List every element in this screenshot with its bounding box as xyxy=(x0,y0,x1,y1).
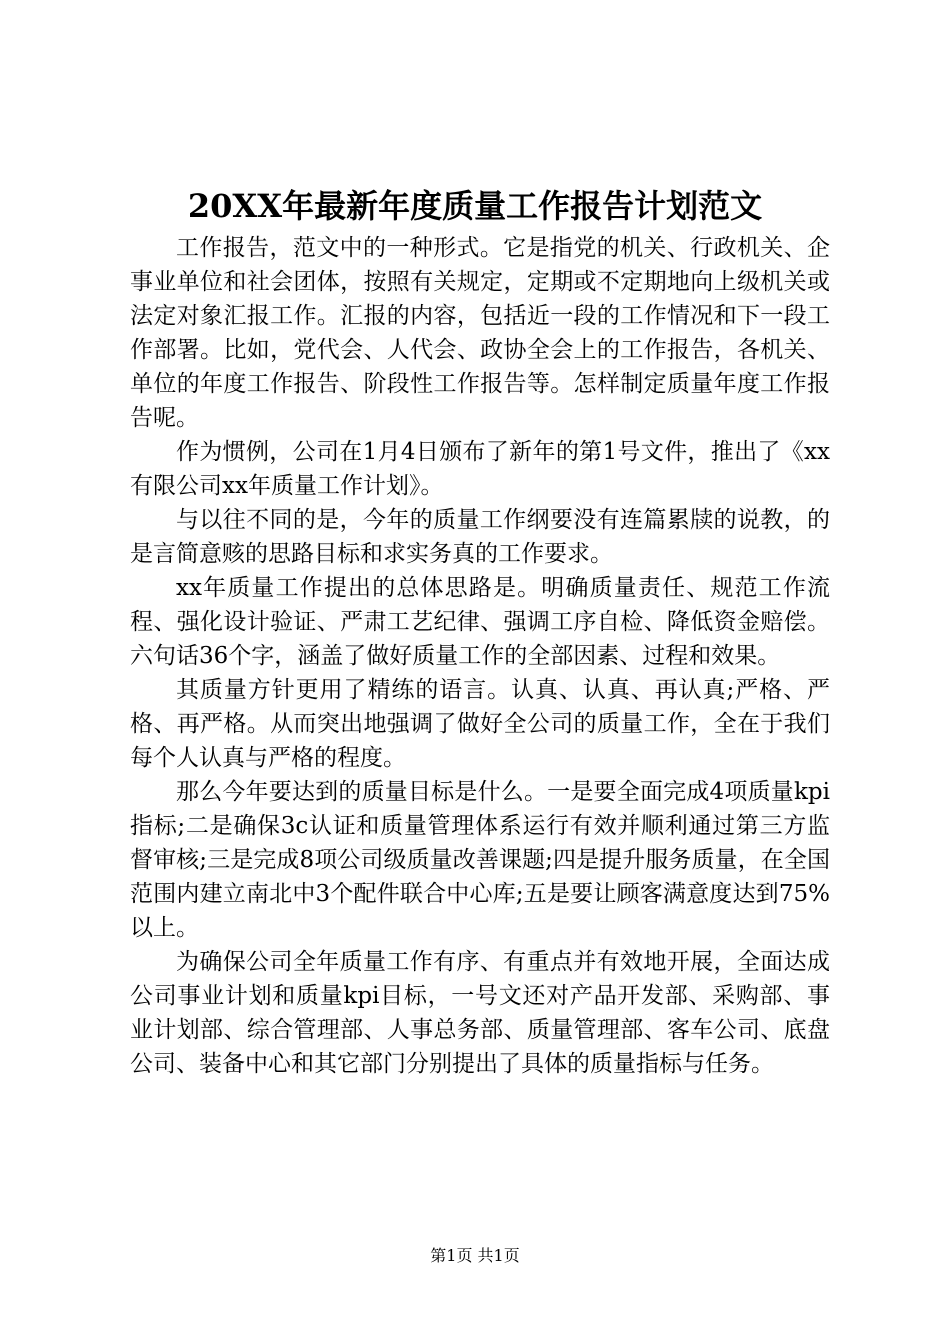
page-footer: 第1页 共1页 xyxy=(430,1246,520,1265)
paragraph-7: 为确保公司全年质量工作有序、有重点并有效地开展，全面达成公司事业计划和质量kpi目标，一号文还对产品开发部、采购部、事业计划部、综合管理部、人事总务部、质量管理部、客车公司、底盘公司、装备中心和其它部门分别提出了具体的质量指标与任务。 xyxy=(130,949,830,1077)
paragraph-4: xx年质量工作提出的总体思路是。明确质量责任、规范工作流程、强化设计验证、严肃工艺纪律、强调工序自检、降低资金赔偿。六句话36个字，涵盖了做好质量工作的全部因素、过程和效果。 xyxy=(130,575,830,669)
document-title: 20XX年最新年度质量工作报告计划范文 xyxy=(187,187,763,225)
paragraph-6: 那么今年要达到的质量目标是什么。一是要全面完成4项质量kpi指标;二是确保3c认证和质量管理体系运行有效并顺利通过第三方监督审核;三是完成8项公司级质量改善课题;四是提升服务质量，在全国范围内建立南北中3个配件联合中心库;五是要让顾客满意度达到75%以上。 xyxy=(130,779,830,941)
paragraph-1: 工作报告，范文中的一种形式。它是指党的机关、行政机关、企事业单位和社会团体，按照有关规定，定期或不定期地向上级机关或法定对象汇报工作。汇报的内容，包括近一段的工作情况和下一段工作部署。比如，党代会、人代会、政协全会上的工作报告，各机关、单位的年度工作报告、阶段性工作报告等。怎样制定质量年度工作报告呢。 xyxy=(130,235,830,431)
paragraph-2: 作为惯例，公司在1月4日颁布了新年的第1号文件，推出了《xx有限公司xx年质量工作计划》。 xyxy=(130,439,830,499)
document-body xyxy=(130,231,830,1081)
paragraph-5: 其质量方针更用了精练的语言。认真、认真、再认真;严格、严格、再严格。从而突出地强调了做好全公司的质量工作，全在于我们每个人认真与严格的程度。 xyxy=(130,677,830,771)
paragraph-3: 与以往不同的是，今年的质量工作纲要没有连篇累牍的说教，的是言简意赅的思路目标和求实务真的工作要求。 xyxy=(130,507,830,567)
